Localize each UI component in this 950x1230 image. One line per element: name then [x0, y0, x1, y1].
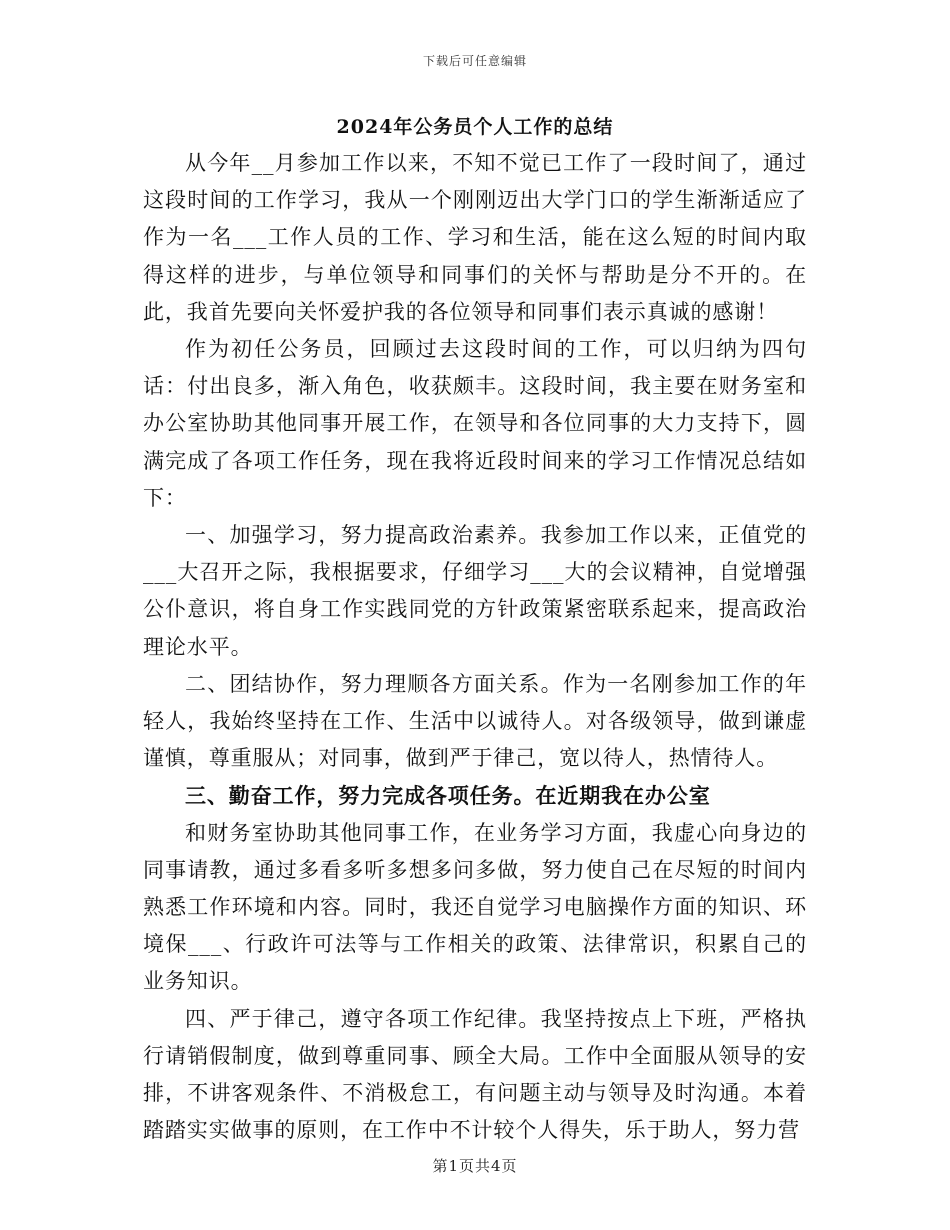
page-header-note: 下载后可任意编辑: [422, 54, 527, 68]
paragraph-intro: 从今年__月参加工作以来，不知不觉已工作了一段时间了，通过这段时间的工作学习，我从一个刚刚迈出大学门口的学生渐渐适应了作为一名___工作人员的工作、学习和生活，能在这么短的时间内取得这样的进步，与单位领导和同事们的关怀与帮助是分不开的。在此，我首先要向关怀爱护我的各位领导和同事们表示真诚的感谢！: [143, 151, 807, 324]
paragraph-section-1: 一、加强学习，努力提高政治素养。我参加工作以来，正值党的___大召开之际，我根据要求，仔细学习___大的会议精神，自觉增强公仆意识，将自身工作实践同党的方针政策紧密联系起来，提高政治理论水平。: [143, 523, 807, 659]
paragraph-section-2: 二、团结协作，努力理顺各方面关系。作为一名刚参加工作的年轻人，我始终坚持在工作、生活中以诚待人。对各级领导，做到谦虚谨慎，尊重服从；对同事，做到严于律己，宽以待人，热情待人。: [143, 671, 807, 771]
paragraph-overview: 作为初任公务员，回顾过去这段时间的工作，可以归纳为四句话：付出良多，渐入角色，收获颇丰。这段时间，我主要在财务室和办公室协助其他同事开展工作，在领导和各位同事的大力支持下，圆满完成了各项工作任务，现在我将近段时间来的学习工作情况总结如下：: [143, 337, 807, 510]
paragraph-section-3-heading: 三、勤奋工作，努力完成各项任务。在近期我在办公室: [185, 783, 711, 809]
page-number-footer: 第1页共4页: [432, 1157, 518, 1175]
paragraph-section-3-body: 和财务室协助其他同事工作，在业务学习方面，我虚心向身边的同事请教，通过多看多听多想多问多做，努力使自己在尽短的时间内熟悉工作环境和内容。同时，我还自觉学习电脑操作方面的知识、环境保___、行政许可法等与工作相关的政策、法律常识，积累自己的业务知识。: [143, 820, 807, 994]
document-title: 2024年公务员个人工作的总结: [336, 116, 614, 138]
document-body: [143, 145, 807, 1149]
paragraph-section-4: 四、严于律己，遵守各项工作纪律。我坚持按点上下班，严格执行请销假制度，做到尊重同事、顾全大局。工作中全面服从领导的安排，不讲客观条件、不消极怠工，有问题主动与领导及时沟通。本着踏踏实实做事的原则，在工作中不计较个人得失，乐于助人，努力营: [143, 1006, 807, 1143]
